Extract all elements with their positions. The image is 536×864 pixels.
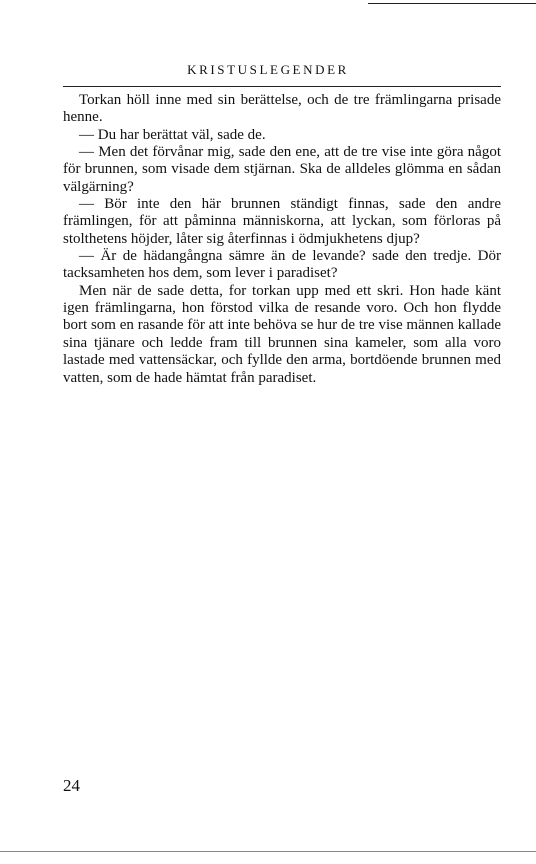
paragraph: — Bör inte den här brunnen ständigt finnas, sade den andre främlingen, för att påminna människorna, att lyckan, som förloras på stolthetens höjder, låter sig återfinnas i ödmjukhetens djup? <box>63 196 501 247</box>
body-text <box>63 92 501 387</box>
paragraph: — Är de hädangångna sämre än de levande? sade den tredje. Dör tacksamheten hos dem, som lever i paradiset? <box>63 248 501 282</box>
paragraph: — Men det förvånar mig, sade den ene, att de tre vise inte göra något för brunnen, som visade dem stjärnan. Ska de alldeles glömma en sådan välgärning? <box>63 144 501 195</box>
top-edge-rule <box>368 3 536 4</box>
paragraph: — Du har berättat väl, sade de. <box>79 126 266 143</box>
paragraph: Torkan höll inne med sin berättelse, och de tre främlingarna prisade henne. <box>63 92 501 126</box>
running-title: KRISTUSLEGENDER <box>187 62 349 77</box>
bottom-edge-rule <box>0 851 536 852</box>
paragraph: Men när de sade detta, for torkan upp med ett skri. Hon hade känt igen främlingarna, hon förstod vilka de resande voro. Och hon flydde bort som en rasande för att inte behöva se hur de tre vise männen kallade sina tjänare och ledde fram till brunnen sina kameler, som alla voro lastade med vattensäckar, och fyllde den arma, bortdöende brunnen med vatten, som de hade hämtat från paradiset. <box>63 282 501 386</box>
header-rule <box>63 86 501 87</box>
page-number: 24 <box>63 776 80 795</box>
